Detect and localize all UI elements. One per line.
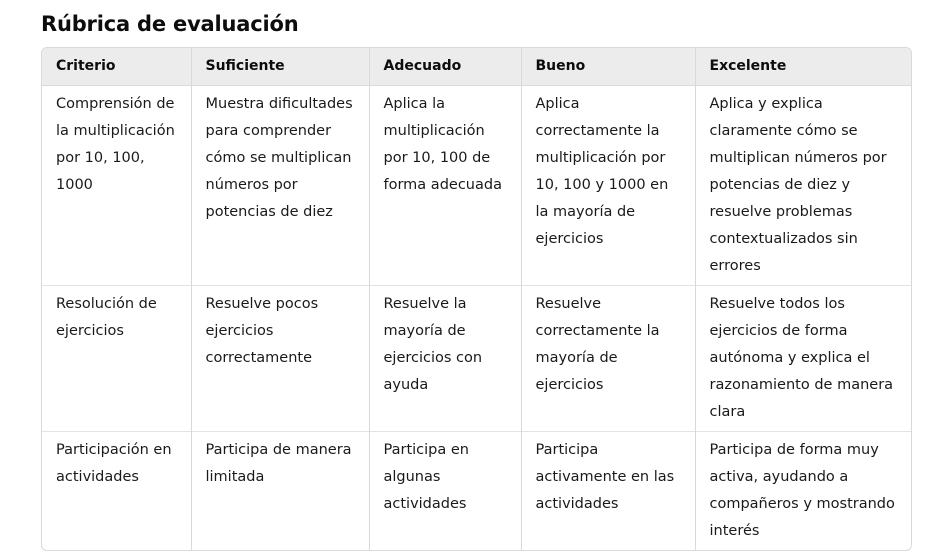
table-cell-excelente: Aplica y explica claramente cómo se multiplican números por potencias de diez y resuelve problemas contextualizados sin errores xyxy=(695,86,911,286)
header-adecuado: Adecuado xyxy=(369,48,521,86)
header-criterio: Criterio xyxy=(42,48,191,86)
table-row xyxy=(42,286,911,432)
table-row xyxy=(42,86,911,286)
header-suficiente: Suficiente xyxy=(191,48,369,86)
table-cell-suficiente: Resuelve pocos ejercicios correctamente xyxy=(191,286,369,432)
table-cell-excelente: Participa de forma muy activa, ayudando a compañeros y mostrando interés xyxy=(695,432,911,551)
table-cell-suficiente: Participa de manera limitada xyxy=(191,432,369,551)
rubric-table xyxy=(41,47,912,551)
table-cell-bueno: Aplica correctamente la multiplicación por 10, 100 y 1000 en la mayoría de ejercicios xyxy=(521,86,695,286)
table-cell-adecuado: Participa en algunas actividades xyxy=(369,432,521,551)
header-excelente: Excelente xyxy=(695,48,911,86)
header-bueno: Bueno xyxy=(521,48,695,86)
table-cell-criterio: Participación en actividades xyxy=(56,442,172,485)
table-cell-criterio: Resolución de ejercicios xyxy=(56,296,157,339)
table-cell-criterio: Comprensión de la multiplicación por 10, 100, 1000 xyxy=(56,96,175,193)
table-cell-bueno: Participa activamente en las actividades xyxy=(521,432,695,551)
table-cell-excelente: Resuelve todos los ejercicios de forma autónoma y explica el razonamiento de manera clara xyxy=(695,286,911,432)
table-cell-adecuado: Aplica la multiplicación por 10, 100 de forma adecuada xyxy=(369,86,521,286)
table-cell-bueno: Resuelve correctamente la mayoría de ejercicios xyxy=(521,286,695,432)
page-title: Rúbrica de evaluación xyxy=(41,12,299,36)
table-row xyxy=(42,432,911,551)
table-cell-suficiente: Muestra dificultades para comprender cómo se multiplican números por potencias de diez xyxy=(191,86,369,286)
table-cell-adecuado: Resuelve la mayoría de ejercicios con ayuda xyxy=(369,286,521,432)
table-header-row xyxy=(42,48,911,86)
